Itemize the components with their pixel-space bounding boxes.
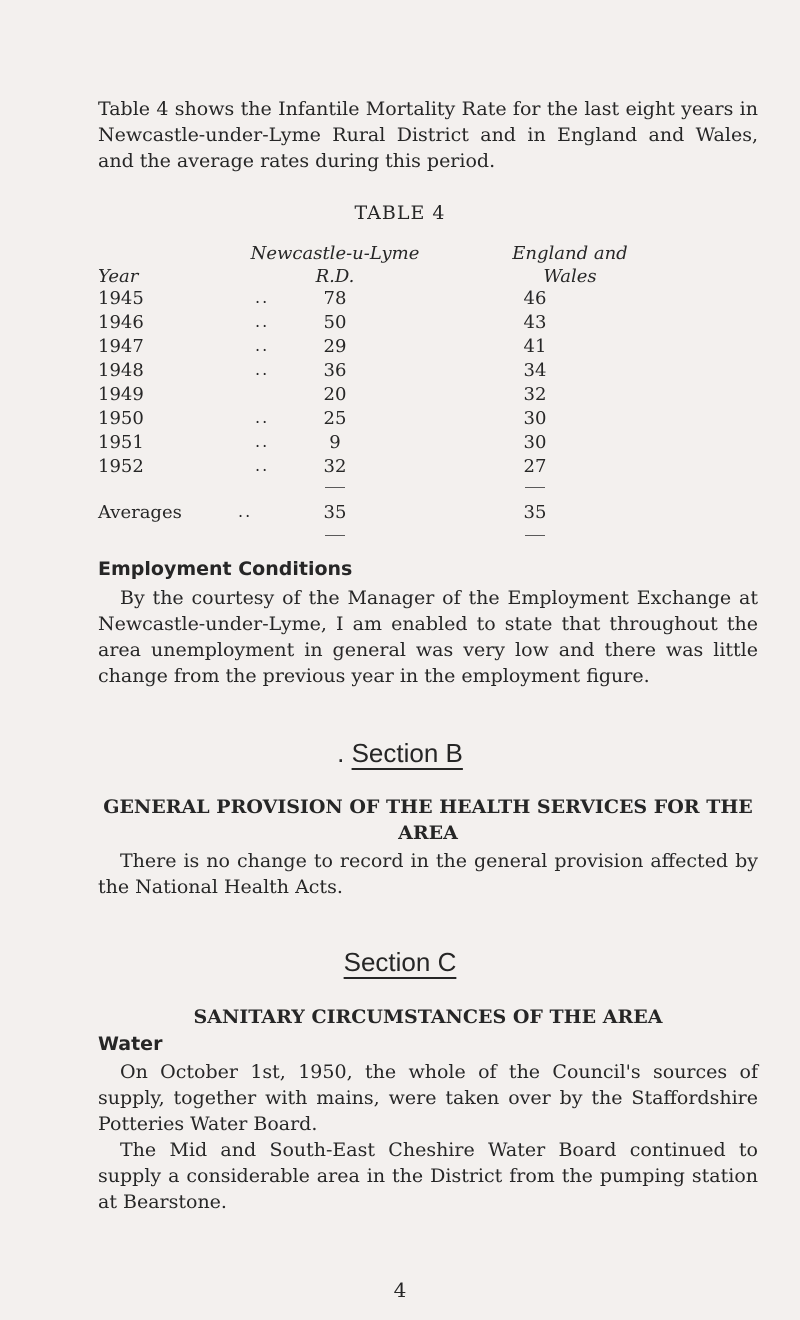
rd-rate-cell: 78 <box>323 288 347 309</box>
section-c-title <box>0 947 800 978</box>
ew-rate-cell: 34 <box>523 360 547 381</box>
year-cell: 1947 <box>98 336 144 357</box>
averages-row <box>0 502 800 526</box>
section-b-heading: GENERAL PROVISION OF THE HEALTH SERVICES FOR THE AREA <box>103 796 753 844</box>
table-row <box>0 360 800 384</box>
table-title: TABLE 4 <box>354 202 446 224</box>
rd-rate-cell: 29 <box>323 336 347 357</box>
section-c-heading: SANITARY CIRCUMSTANCES OF THE AREA <box>193 1006 663 1028</box>
leader-dots: .. <box>255 456 270 475</box>
col-header-rd-line1: Newcastle-u-Lyme <box>250 243 420 264</box>
col-header-year: Year <box>98 266 139 287</box>
section-c-title-text: Section C <box>343 947 457 977</box>
ew-rate-cell: 27 <box>523 456 547 477</box>
section-b-title-text: Section B <box>351 738 463 768</box>
table-row <box>0 408 800 432</box>
table-row <box>0 312 800 336</box>
rd-sum-rule-top <box>325 487 345 488</box>
rd-rate-cell: 50 <box>323 312 347 333</box>
averages-ew-value: 35 <box>523 502 547 523</box>
leader-dots: .. <box>255 288 270 307</box>
employment-paragraph: By the courtesy of the Manager of the Employment Exchange at Newcastle-under-Lyme, I am enabled to state that throughout the area unemployment in general was very low and there was little change from the previous year in the employment figure. <box>98 587 758 687</box>
col-header-ew-line1: England and <box>512 243 628 264</box>
leader-dots: .. <box>255 312 270 331</box>
table-row <box>0 384 800 408</box>
averages-dots: .. <box>238 502 253 521</box>
table-row <box>0 456 800 480</box>
ew-rate-cell: 30 <box>523 432 547 453</box>
leader-dots: .. <box>255 408 270 427</box>
section-b-title <box>0 738 800 769</box>
employment-heading: Employment Conditions <box>98 558 353 580</box>
leader-dots: .. <box>255 336 270 355</box>
ew-rate-cell: 41 <box>523 336 547 357</box>
col-header-ew-line2: Wales <box>543 266 597 287</box>
year-cell: 1948 <box>98 360 144 381</box>
section-b-prefix: . <box>337 738 345 768</box>
ew-rate-cell: 43 <box>523 312 547 333</box>
ew-rate-cell: 30 <box>523 408 547 429</box>
section-b-paragraph: There is no change to record in the general provision affected by the National Health Acts. <box>98 850 758 898</box>
ew-sum-rule-top <box>525 487 545 488</box>
leader-dots: .. <box>255 432 270 451</box>
averages-label: Averages <box>98 502 182 523</box>
rd-sum-rule-bottom <box>325 535 345 536</box>
ew-sum-rule-bottom <box>525 535 545 536</box>
year-cell: 1945 <box>98 288 144 309</box>
col-header-rd-line2: R.D. <box>315 266 355 287</box>
rd-rate-cell: 32 <box>323 456 347 477</box>
table-row <box>0 336 800 360</box>
year-cell: 1946 <box>98 312 144 333</box>
water-paragraph-1: On October 1st, 1950, the whole of the Council's sources of supply, together with mains, were taken over by the Staffordshire Potteries Water Board. <box>98 1061 758 1135</box>
water-subheading: Water <box>98 1033 163 1055</box>
intro-paragraph: Table 4 shows the Infantile Mortality Rate for the last eight years in Newcastle-under-Lyme Rural District and in England and Wales, and the average rates during this period. <box>98 98 758 172</box>
rd-rate-cell: 36 <box>323 360 347 381</box>
water-paragraph-2: The Mid and South-East Cheshire Water Board continued to supply a considerable area in the District from the pumping station at Bearstone. <box>98 1139 758 1213</box>
ew-rate-cell: 46 <box>523 288 547 309</box>
page-number: 4 <box>393 1278 407 1302</box>
leader-dots: .. <box>255 360 270 379</box>
year-cell: 1949 <box>98 384 144 405</box>
year-cell: 1951 <box>98 432 144 453</box>
table-row <box>0 288 800 312</box>
year-cell: 1950 <box>98 408 144 429</box>
year-cell: 1952 <box>98 456 144 477</box>
rd-rate-cell: 25 <box>323 408 347 429</box>
rd-rate-cell: 9 <box>329 432 341 453</box>
ew-rate-cell: 32 <box>523 384 547 405</box>
rd-rate-cell: 20 <box>323 384 347 405</box>
table-row <box>0 432 800 456</box>
averages-rd-value: 35 <box>323 502 347 523</box>
